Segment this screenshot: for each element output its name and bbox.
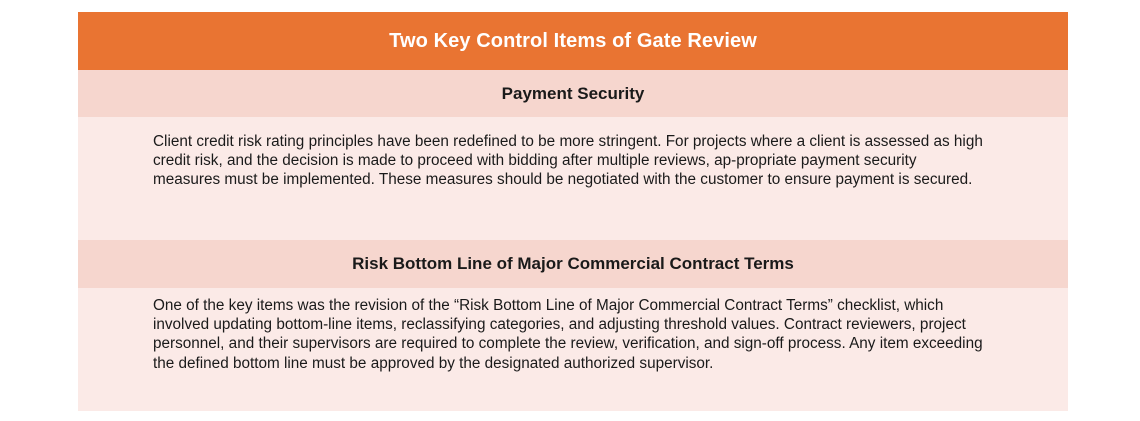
section-header-payment-security [78, 70, 1068, 117]
gate-review-table [78, 12, 1068, 411]
section-text: Client credit risk rating principles have been redefined to be more stringent. For projects where a client is assessed as high credit risk, and the decision is made to proceed with bidding after multiple reviews, ap-propriate payment security measures must be implemented. These measures should be negotiated with the customer to ensure payment is secured. [153, 133, 983, 189]
section-title: Risk Bottom Line of Major Commercial Contract Terms [352, 254, 794, 273]
table-title: Two Key Control Items of Gate Review [389, 29, 757, 52]
section-body-risk-bottom-line [78, 288, 1068, 411]
section-body-payment-security [78, 117, 1068, 240]
section-header-risk-bottom-line [78, 240, 1068, 288]
section-title: Payment Security [501, 83, 645, 103]
table-title-bar [78, 12, 1068, 70]
section-text: One of the key items was the revision of the “Risk Bottom Line of Major Commercial Contract Terms” checklist, which involved updating bottom-line items, reclassifying categories, and adjusting threshold values. Contract reviewers, project personnel, and their supervisors are required to complete the review, verification, and sign-off process. Any item exceeding the defined bottom line must be approved by the designated authorized supervisor. [153, 297, 983, 372]
